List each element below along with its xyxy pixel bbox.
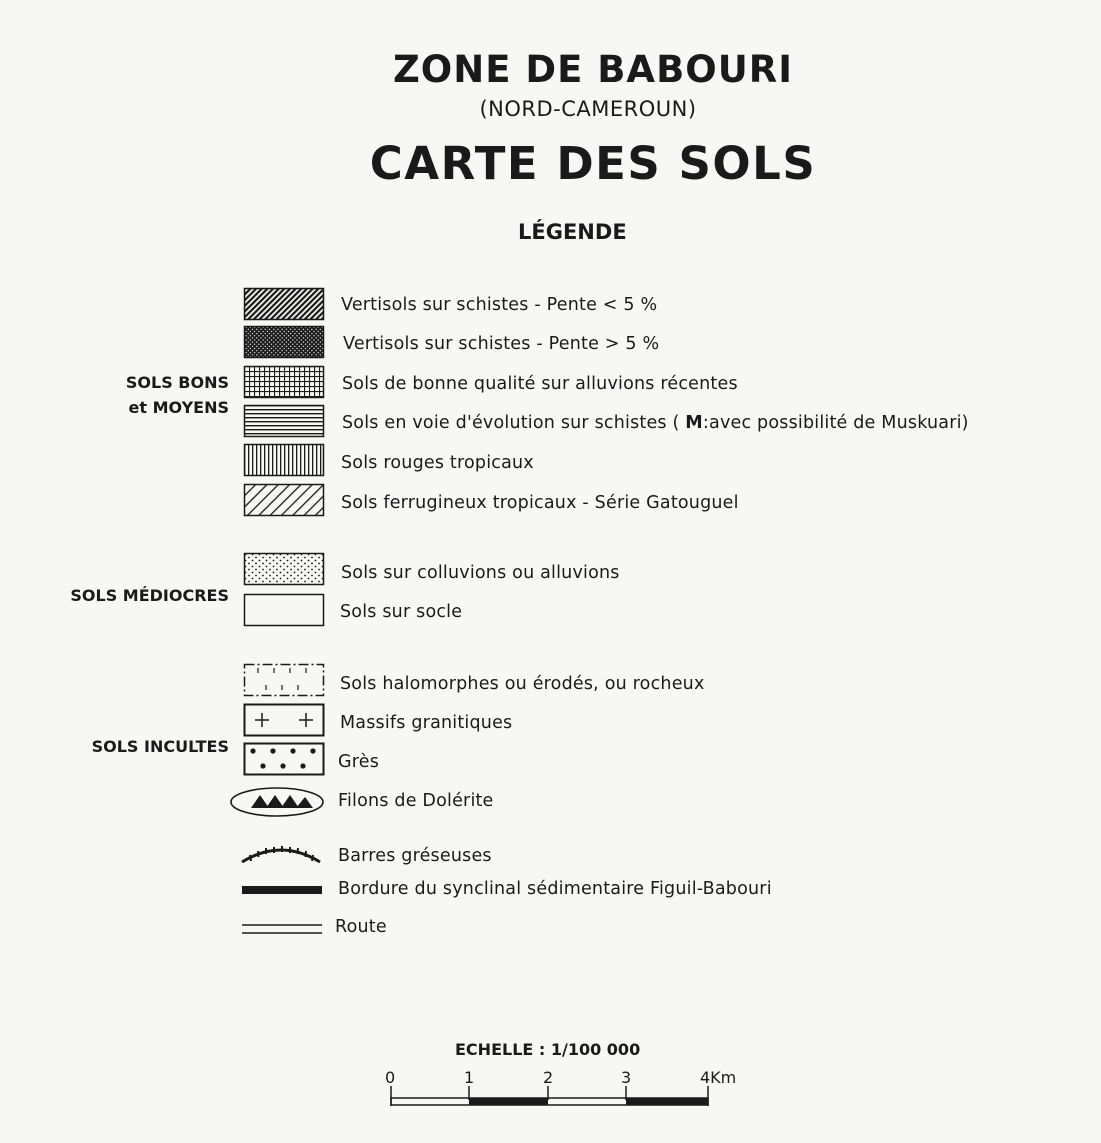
legend-label: Vertisols sur schistes - Pente < 5 % (341, 295, 658, 315)
group-label-sols-bons (126, 370, 229, 420)
group-label-text: SOLS INCULTES (91, 737, 229, 756)
legend-label: Massifs granitiques (340, 713, 513, 733)
legend-label: Route (335, 917, 387, 937)
scale-bar (380, 1068, 760, 1118)
scale-tick-label: 4Km (700, 1068, 737, 1087)
pattern-dashed-border-swatch (244, 664, 324, 698)
legend-label: Barres gréseuses (338, 846, 492, 866)
legend-label: Grès (338, 752, 380, 772)
map-subtitle: (NORD-CAMEROUN) (479, 97, 697, 121)
road-double-line-icon (242, 922, 322, 936)
legend-label: Sols rouges tropicaux (341, 453, 534, 473)
scale-tick-label: 2 (543, 1068, 554, 1087)
pattern-diagonal-dense-swatch (244, 288, 324, 322)
scale-title: ECHELLE : 1/100 000 (455, 1040, 641, 1059)
pattern-diagonal-sparse-swatch (244, 484, 324, 518)
group-label-text: SOLS BONS et MOYENS (125, 373, 229, 417)
map-title: ZONE DE BABOURI (392, 48, 794, 91)
pattern-crosshatch-dense-swatch (244, 326, 324, 360)
map-heading: CARTE DES SOLS (369, 137, 817, 190)
pattern-large-dots-swatch (244, 743, 324, 777)
legend-label-part: :avec possibilité de Muskuari) (702, 413, 969, 433)
dolerite-triangles-icon (229, 786, 325, 820)
legend-title: LÉGENDE (518, 220, 627, 244)
legend-label: Sols de bonne qualité sur alluvions récentes (342, 374, 738, 394)
hachured-arc-icon (240, 840, 320, 868)
pattern-fine-dots-swatch (244, 553, 324, 587)
legend-label: Sols sur colluvions ou alluvions (341, 563, 620, 583)
legend-label: Sols ferrugineux tropicaux - Série Gatouguel (341, 493, 739, 513)
pattern-grid-swatch (244, 366, 324, 400)
pattern-horizontal-lines-swatch (244, 405, 324, 439)
legend-label: Vertisols sur schistes - Pente > 5 % (343, 334, 660, 354)
pattern-vertical-lines-swatch (244, 444, 324, 478)
group-label-sols-mediocres (70, 583, 229, 608)
pattern-blank-swatch (244, 594, 324, 628)
thick-line-icon (242, 884, 322, 896)
legend-label-m: M (685, 413, 703, 433)
legend-label: Sols halomorphes ou érodés, ou rocheux (340, 674, 705, 694)
scale-tick-label: 1 (464, 1068, 475, 1087)
scale-tick-label: 0 (385, 1068, 396, 1087)
legend-label (342, 413, 969, 433)
group-label-sols-incultes (92, 734, 229, 759)
legend-label: Sols sur socle (340, 602, 463, 622)
legend-label-part: Sols en voie d'évolution sur schistes ( (342, 413, 686, 433)
legend-label: Bordure du synclinal sédimentaire Figuil-Babouri (338, 879, 772, 899)
legend-label: Filons de Dolérite (338, 791, 494, 811)
scale-tick-label: 3 (621, 1068, 632, 1087)
pattern-plus-signs-swatch (244, 704, 324, 738)
group-label-text: SOLS MÉDIOCRES (70, 586, 229, 605)
